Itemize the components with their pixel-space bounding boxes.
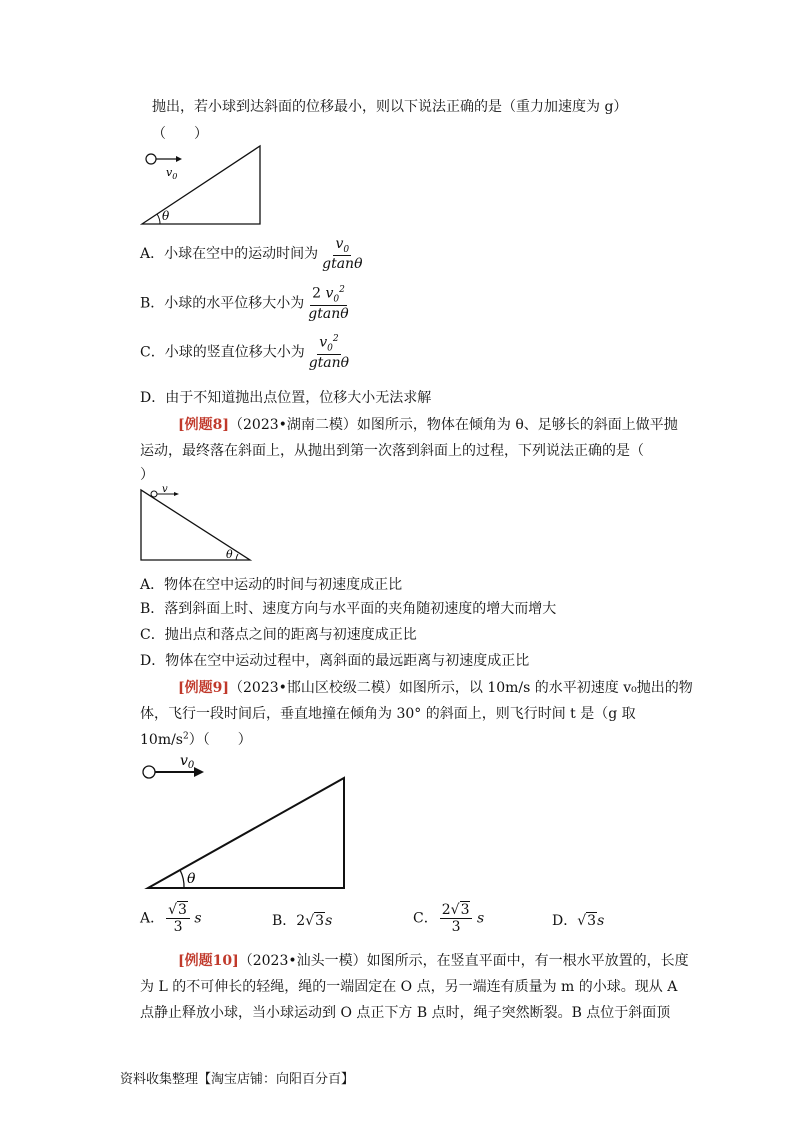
q8-option-b: B．落到斜面上时、速度方向与水平面的夹角随初速度的增大而增大 [140,601,557,617]
q8-option-d: D．物体在空中运动过程中，离斜面的最远距离与初速度成正比 [140,653,530,669]
option-b-text: B．小球的水平位移大小为 [140,295,305,312]
option-b-fraction: $\frac{2 v_0^2}{gtan\theta}$ [308,285,349,322]
q7-stem-line2: （ ） [152,126,208,142]
q9-option-d: D．√3s [552,913,605,929]
q9-option-b: B．2√3s [272,913,333,929]
ball-icon [146,154,156,164]
q8-tag: [例题8] [178,417,229,433]
incline [148,778,344,888]
ball-icon [151,491,157,497]
option-a-fraction: $\frac{v_0}{gtan\theta}$ [322,236,363,273]
page-footer: 资料收集整理【淘宝店铺：向阳百分百】 [120,1072,355,1087]
v-label: v [162,484,168,495]
q8-option-a: A．物体在空中运动的时间与初速度成正比 [140,577,403,593]
q8-option-c: C．抛出点和落点之间的距离与初速度成正比 [140,627,417,643]
q8-figure [140,484,252,562]
q9-line2: 体，飞行一段时间后，垂直地撞在倾角为 30° 的斜面上，则飞行时间 t 是（g 取 [140,706,636,722]
v0-label: $v_0$ [180,753,195,771]
q9-figure [140,752,350,892]
velocity-arrowhead [174,492,179,496]
q8-line3: ） [140,467,154,483]
q10-line2: 为 L 的不可伸长的轻绳，绳的一端固定在 O 点，另一端连有质量为 m 的小球。现从 A [140,979,678,995]
q10-line1 [178,950,689,970]
q9-line1-text: （2023•邯山区校级二模）如图所示，以 10m/s 的水平初速度 v₀抛出的物 [229,680,693,696]
theta-label: θ [187,871,196,887]
theta-label: θ [226,548,233,561]
q7-option-b [140,285,351,322]
ball-icon [143,766,155,778]
q9-line1 [178,677,693,697]
q10-line1-text: （2023•汕头一模）如图所示，在竖直平面中，有一根水平放置的，长度 [238,953,689,969]
q9-option-a: A． $\frac{√3}{3}$ s [140,902,202,936]
q9-tag: [例题9] [178,680,229,696]
velocity-arrowhead [194,767,204,777]
option-c-fraction: $\frac{v_0^2}{gtan\theta}$ [308,334,350,371]
q9-line3: $10m/s^2$）（ ） [140,731,252,748]
option-c-text: C．小球的竖直位移大小为 [140,344,305,361]
angle-arc [157,214,160,224]
angle-arc [236,554,238,560]
q7-option-a [140,236,365,272]
q8-line1-text: （2023•湖南二模）如图所示，物体在倾角为 θ、足够长的斜面上做平抛 [229,417,678,433]
theta-label: θ [162,209,170,223]
q7-stem-line1: 抛出，若小球到达斜面的位移最小，则以下说法正确的是（重力加速度为 g） [152,99,628,115]
q9-option-c: C． $\frac{2√3}{3}$ s [413,902,485,936]
velocity-arrowhead [176,156,182,162]
angle-arc [180,870,184,888]
v0-label: $v_0$ [166,166,178,181]
q7-option-d: D．由于不知道抛出点位置，位移大小无法求解 [140,390,432,406]
option-a-text: A．小球在空中的运动时间为 [140,246,319,263]
incline [141,490,250,560]
q7-figure [140,144,270,226]
q8-line2: 运动，最终落在斜面上，从抛出到第一次落到斜面上的过程，下列说法正确的是（ [140,443,644,459]
q7-option-c [140,334,351,371]
q8-line1 [178,414,678,434]
q10-line3: 点静止释放小球，当小球运动到 O 点正下方 B 点时，绳子突然断裂。B 点位于斜面顶 [140,1005,671,1021]
incline [142,146,260,224]
q10-tag: [例题10] [178,953,239,969]
